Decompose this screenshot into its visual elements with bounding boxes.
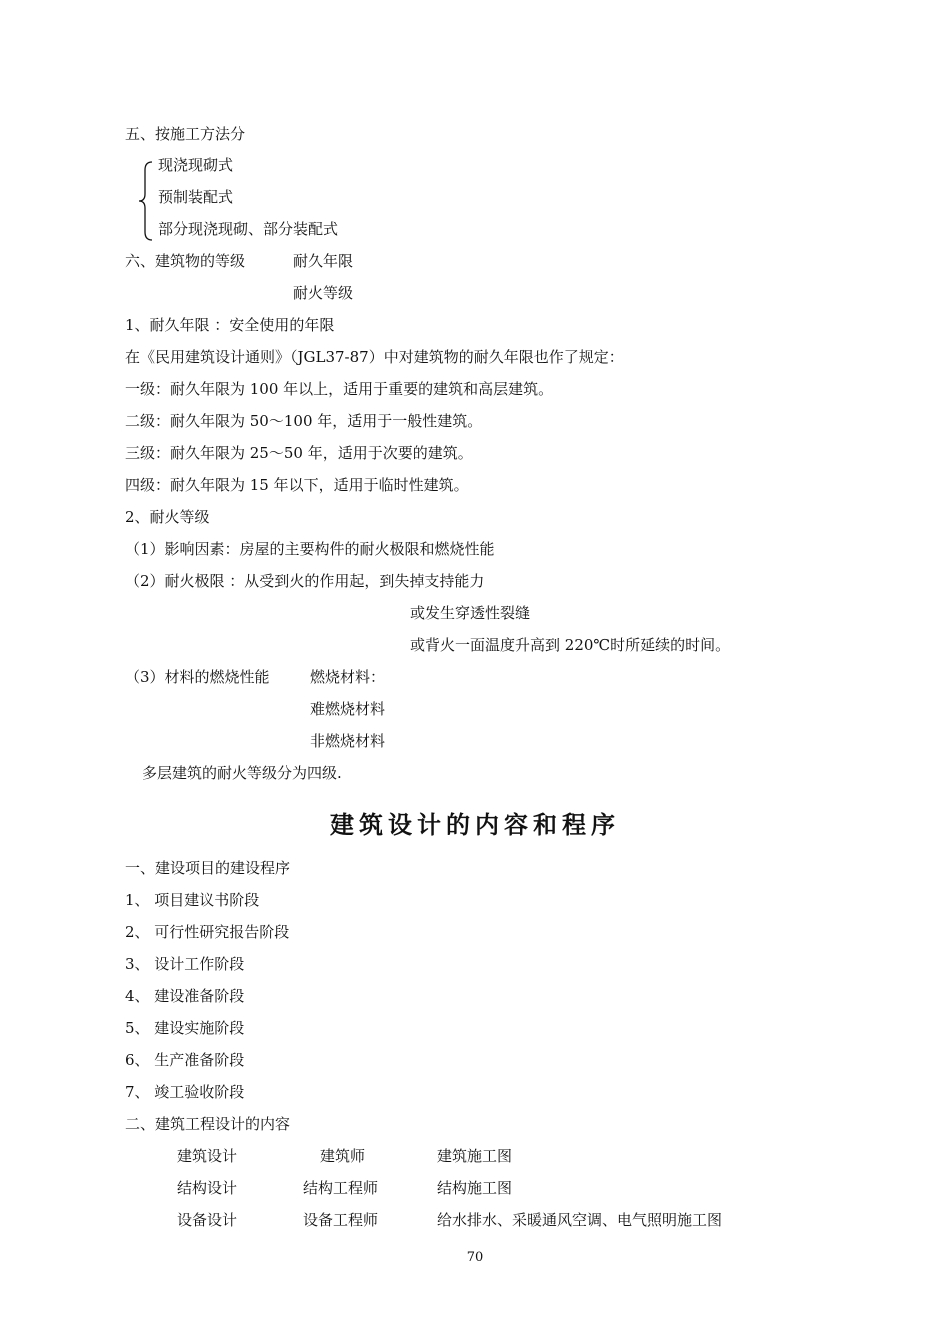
- material-2: 难燃烧材料: [310, 700, 386, 718]
- method-item-3: 部分现浇现砌、部分装配式: [158, 220, 339, 238]
- section5-heading: 五、按施工方法分: [125, 125, 246, 143]
- durability-intro: 在《民用建筑设计通则》（JGL37-87）中对建筑物的耐久年限也作了规定：: [125, 348, 624, 366]
- procedure-heading: 一、建设项目的建设程序: [125, 859, 291, 877]
- durability-level-3: 三级：耐久年限为 25～50 年，适用于次要的建筑。: [125, 444, 473, 462]
- content-role: 建筑师: [320, 1147, 366, 1165]
- content-design: 建筑设计: [177, 1147, 238, 1165]
- procedure-step: 3、 设计工作阶段: [125, 955, 245, 973]
- procedure-step: 7、 竣工验收阶段: [125, 1083, 245, 1101]
- fire-summary: 多层建筑的耐火等级分为四级.: [142, 764, 342, 782]
- material-3: 非燃烧材料: [310, 732, 386, 750]
- content-output: 建筑施工图: [437, 1147, 513, 1165]
- content-role: 设备工程师: [303, 1211, 379, 1229]
- method-item-2: 预制装配式: [158, 188, 234, 206]
- durability-level-4: 四级：耐久年限为 15 年以下，适用于临时性建筑。: [125, 476, 469, 494]
- durability-heading: 1、耐久年限 ：安全使用的年限: [125, 316, 335, 334]
- content-design: 结构设计: [177, 1179, 238, 1197]
- procedure-step: 6、 生产准备阶段: [125, 1051, 245, 1069]
- durability-level-1: 一级：耐久年限为 100 年以上，适用于重要的建筑和高层建筑。: [125, 380, 554, 398]
- content-output: 给水排水、采暖通风空调、电气照明施工图: [437, 1211, 723, 1229]
- fire-material-label: （3）材料的燃烧性能: [125, 668, 270, 686]
- procedure-step: 1、 项目建议书阶段: [125, 891, 260, 909]
- section6-heading: 六、建筑物的等级: [125, 252, 246, 270]
- procedure-step: 5、 建设实施阶段: [125, 1019, 245, 1037]
- content-role: 结构工程师: [303, 1179, 379, 1197]
- fire-limit-cont-1: 或发生穿透性裂缝: [410, 604, 531, 622]
- fire-factor: （1）影响因素：房屋的主要构件的耐火极限和燃烧性能: [125, 540, 495, 558]
- fire-limit-cont-2: 或背火一面温度升高到 220℃时所延续的时间。: [410, 636, 731, 654]
- material-1: 燃烧材料：: [310, 668, 386, 686]
- content-output: 结构施工图: [437, 1179, 513, 1197]
- section-title: 建筑设计的内容和程序: [330, 810, 620, 839]
- procedure-step: 4、 建设准备阶段: [125, 987, 245, 1005]
- fire-limit: （2）耐火极限 ：从受到火的作用起，到失掉支持能力: [125, 572, 485, 590]
- durability-level-2: 二级：耐久年限为 50～100 年，适用于一般性建筑。: [125, 412, 483, 430]
- method-item-1: 现浇现砌式: [158, 156, 234, 174]
- content-heading: 二、建筑工程设计的内容: [125, 1115, 291, 1133]
- content-design: 设备设计: [177, 1211, 238, 1229]
- fire-heading: 2、耐火等级: [125, 508, 210, 526]
- grade-fire: 耐火等级: [293, 284, 354, 302]
- grade-durability: 耐久年限: [293, 252, 354, 270]
- page-number: 70: [466, 1250, 484, 1265]
- procedure-step: 2、 可行性研究报告阶段: [125, 923, 290, 941]
- brace-icon: [136, 160, 156, 242]
